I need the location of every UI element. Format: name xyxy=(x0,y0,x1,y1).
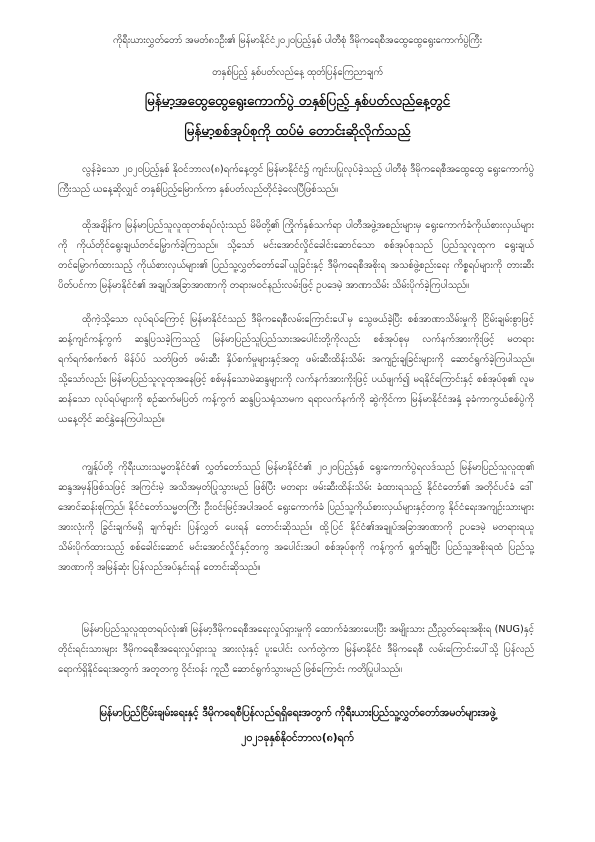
paragraph-1: လွန်ခဲ့သော ၂၀၂၀ပြည့်နှစ် နိုဝင်ဘာလ(၈)ရက်နေ့တွင် မြန်မာနိုင်ငံ၌ ကျင်းပပြုလုပ်ခဲ့သည့် ပါတီစုံ ဒီမိုကရေစီအထွေထွေ ရွေးကောက်ပွဲကြီးသည် ယနေ့ဆိုလျှင် တနှစ်ပြည့်မြောက်ကာ နှစ်ပတ်လည်တိုင်ခဲ့လေပြီဖြစ်သည်။ xyxy=(58,163,534,195)
paragraph-5: မြန်မာပြည်သူလူထုတရပ်လုံး၏ မြန်မာ့ဒီမိုကရေစီအရေးလှုပ်ရှားမှုကို ထောက်ခံအားပေးပြီး အမျိုးသား ညီညွတ်ရေးအစိုးရ (NUG)နှင့် တိုင်းရင်းသားများ ဒီမိုကရေစီအရေးလှုပ်ရှားသူ အားလုံးနှင့် ပူးပေါင်း လက်တွဲကာ မြန်မာနိုင်ငံ ဒီမိုကရေစီ လမ်းကြောင်းပေါ်သို့ ပြန်လည် ရောက်ရှိနိုင်ရေးအတွက် အတူတကွ ဝိုင်းဝန်း ကူညီ ဆောင်ရွက်သွားမည် ဖြစ်ကြောင်း ကတိပြုပါသည်။ xyxy=(58,623,534,675)
paragraph-2: ထိုအချိန်က မြန်မာပြည်သူလူထုတစ်ရပ်လုံးသည် မိမိတို့၏ ကြိုက်နှစ်သက်ရာ ပါတီအဖွဲ့အစည်းများမှ ရွေးကောက်ခံကိုယ်စားလှယ်များကို ကိုယ်တိုင်ရွေးချယ်တင်မြှောက်ခဲ့ကြသည်။ သို့သော် မင်းအောင်လှိုင်ခေါင်းဆောင်သော စစ်အုပ်စုသည် ပြည်သူလူထုက ရွေးချယ်တင်မြှောက်ထားသည့် ကိုယ်စားလှယ်များ၏ ပြည်သူ့လွှတ်တော်ခေါ်ယူခြင်းနှင့် ဒီမိုကရေစီအစိုးရ အသစ်ဖွဲ့စည်းရေး ကိစ္စရပ်များကို တားဆီးပိတ်ပင်ကာ မြန်မာနိုင်ငံ၏ အချုပ်အခြာအာဏာကို တရားမဝင်နည်းလမ်းဖြင့် ဥပဒေမဲ့ အာဏာသိမ်း သိမ်းပိုက်ခဲ့ကြပါသည်။ xyxy=(58,219,534,291)
title-line-1: မြန်မာ့အထွေထွေရွေးကောက်ပွဲ တနှစ်ပြည့် နှစ်ပတ်လည်နေ့တွင် xyxy=(144,93,451,109)
statement-subtitle: တနှစ်ပြည့် နှစ်ပတ်လည်နေ့ ထုတ်ပြန်ကြေညာချက် xyxy=(212,67,383,78)
signature-date: ၂၀၂၁ခုနှစ်နိုဝင်ဘာလ(၈)ရက် xyxy=(241,732,354,744)
title-line-2: မြန်မာ့စစ်အုပ်စုကို ထပ်မံ တောင်းဆိုလိုက်သည် xyxy=(184,123,411,139)
paragraph-3: ထိုကဲ့သို့သော လုပ်ရပ်ကြောင့် မြန်မာနိုင်ငံသည် ဒီမိုကရေစီလမ်းကြောင်းပေါ်မှ သွေဖယ်ခဲ့ပြီး စစ်အာဏာသိမ်းမှုကို ငြိမ်းချမ်းစွာဖြင့် ဆန့်ကျင်ကန့်ကွက် ဆန္ဒပြသခဲ့ကြသည့် မြန်မာပြည်သူပြည်သားအပေါင်းတို့ကိုလည်း စစ်အုပ်စုမှ လက်နက်အားကိုးဖြင့် မတရား ရက်ရက်စက်စက် မိန်ပ်ပ် သတ်ဖြတ် ဖမ်းဆီး နှိပ်စက်မှုများနှင့်အတူ ဖမ်းဆီးထိန်းသိမ်း အကျဉ်းချခြင်းများကို ဆောင်ရွက်ခဲ့ကြပါသည်။ သို့သော်လည်း မြန်မာပြည်သူလူထုအနေဖြင့် စစ်မှန်သောမဲဆန္ဒများကို လက်နက်အားကိုးဖြင့် ပယ်ဖျက်၍ မရနိုင်ကြောင်းနှင့် စစ်အုပ်စု၏ လူမဆန်သော လုပ်ရပ်များကို စဉ်ဆက်မပြတ် ကန့်ကွက် ဆန္ဒပြသရုံသာမက ရရာလက်နက်ကို ဆွဲကိုင်ကာ မြန်မာနိုင်ငံအနှံ့ ခုခံကာကွယ်စစ်ပွဲကို ယနေ့တိုင် ဆင်နွှဲနေကြပါသည်။ xyxy=(58,313,534,425)
paragraph-4: ကျွန်ုပ်တို့ ကိုရီးယားသမ္မတနိုင်ငံ၏ လွှတ်တော်သည် မြန်မာနိုင်ငံ၏ ၂၀၂၀ပြည့်နှစ် ရွေးကောက်ပွဲရလဒ်သည် မြန်မာပြည်သူလူထု၏ ဆန္ဒအမှန်ဖြစ်သဖြင့် အကြင်းမဲ့ အသိအမှတ်ပြုသွားမည် ဖြစ်ပြီး မတရား ဖမ်းဆီးထိန်းသိမ်း ခံထားရသည့် နိုင်ငံတော်၏ အတိုင်ပင်ခံ ဒေါ်အောင်ဆန်းစုကြည်၊ နိုင်ငံတော်သမ္မတကြီး ဦးဝင်းမြင့်အပါအဝင် ရွေးကောက်ခံ ပြည်သူ့ကိုယ်စားလှယ်များနှင့်တကွ နိုင်ငံရေးအကျဉ်းသားများ အားလုံးကို ခြွင်းချက်မရှိ ချက်ချင်း ပြန်လွှတ် ပေးရန် တောင်းဆိုသည်။ ထို့ပြင် နိုင်ငံ၏အချုပ်အခြာအာဏာကို ဥပဒေမဲ့ မတရားရယူ သိမ်းပိုက်ထားသည့် စစ်ခေါင်းဆောင် မင်းအောင်လှိုင်နှင့်တကွ အပေါင်းအပါ စစ်အုပ်စုကို ကန့်ကွက် ရှုတ်ချပြီး ပြည်သူ့အစိုးရထံ ပြည်သူ့အာဏာကို အမြန်ဆုံး ပြန်လည်အပ်နှင်းရန် တောင်းဆိုသည်။ xyxy=(58,461,534,573)
reference-line: ကိုရီးယားလွှတ်တော် အမတ်၈၁ဦး၏ မြန်မာနိုင်ငံ၂၀၂၀ပြည့်နှစ် ပါတီစုံ ဒီမိုကရေစီအထွေထွေရွေးကောက်ပွဲကြီး xyxy=(112,35,483,46)
signature-organization: မြန်မာပြည်ငြိမ်းချမ်းရေးနှင့် ဒီမိုကရေစီပြန်လည်ရရှိရေးအတွက် ကိုရီးယားပြည်သူ့လွှတ်တော်အမတ်များအဖွဲ့ xyxy=(99,707,496,719)
